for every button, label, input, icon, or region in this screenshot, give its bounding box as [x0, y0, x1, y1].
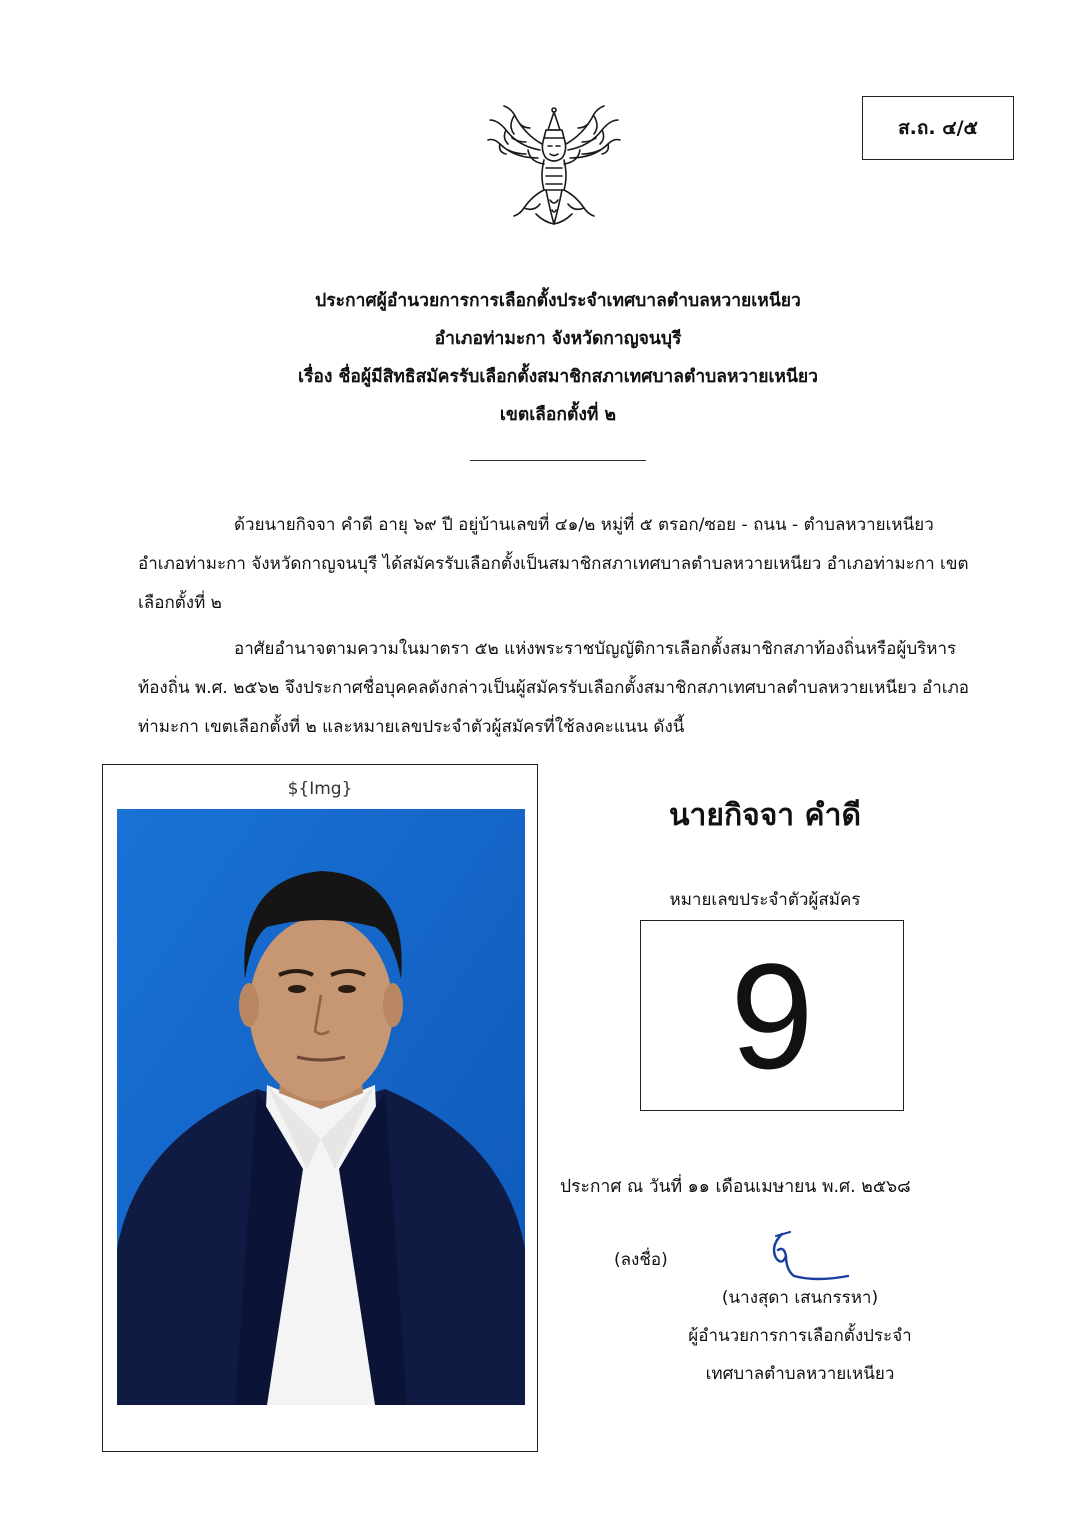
- title-line-4: เขตเลือกตั้งที่ ๒: [499, 405, 617, 425]
- candidate-number-label: หมายเลขประจำตัวผู้สมัคร: [669, 890, 861, 910]
- handwritten-signature: [756, 1226, 866, 1286]
- form-code-text: ส.ถ. ๔/๕: [898, 117, 978, 139]
- garuda-emblem-icon: [484, 100, 624, 230]
- candidate-number-box: [640, 920, 904, 1111]
- candidate-number: 9: [730, 931, 814, 1100]
- announcement-title: [138, 282, 978, 434]
- sign-label: (ลงชื่อ): [614, 1250, 668, 1270]
- body-paragraph-1-text: ด้วยนายกิจจา คำดี อายุ ๖๙ ปี อยู่บ้านเลขที่ ๔๑/๒ หมู่ที่ ๕ ตรอก/ซอย - ถนน - ตำบลหวายเหนียว อำเภอท่ามะกา จังหวัดกาญจนบุรี ได้สมัครรับเลือกตั้งเป็นสมาชิกสภาเทศบาลตำบลหวายเหนียว อำเภอท่ามะกา เขตเลือกตั้งที่ ๒: [138, 515, 969, 613]
- title-line-2: อำเภอท่ามะกา จังหวัดกาญจนบุรี: [434, 329, 682, 349]
- announcement-date: ประกาศ ณ วันที่ ๑๑ เดือนเมษายน พ.ศ. ๒๕๖๘: [560, 1177, 911, 1197]
- title-divider: [470, 460, 646, 461]
- body-paragraph-2-text: อาศัยอำนาจตามความในมาตรา ๕๒ แห่งพระราชบัญญัติการเลือกตั้งสมาชิกสภาท้องถิ่นหรือผู้บริหารท้องถิ่น พ.ศ. ๒๕๖๒ จึงประกาศชื่อบุคคลดังกล่าวเป็นผู้สมัครรับเลือกตั้งสมาชิกสภาเทศบาลตำบลหวายเหนียว อำเภอท่ามะกา เขตเลือกตั้งที่ ๒ และหมายเลขประจำตัวผู้สมัครที่ใช้ลงคะแนน ดังนี้: [138, 639, 969, 737]
- candidate-photo: [117, 809, 525, 1405]
- title-line-1: ประกาศผู้อำนวยการการเลือกตั้งประจำเทศบาลตำบลหวายเหนียว: [315, 291, 801, 311]
- signer-name: (นางสุดา เสนกรรหา): [721, 1288, 879, 1308]
- title-line-3: เรื่อง ชื่อผู้มีสิทธิสมัครรับเลือกตั้งสมาชิกสภาเทศบาลตำบลหวายเหนียว: [297, 367, 819, 387]
- body-paragraph-2: [138, 630, 980, 747]
- face: [249, 917, 393, 1101]
- form-code-box: [862, 96, 1014, 160]
- body-paragraph-1: [138, 506, 980, 623]
- image-placeholder-text: ${Img}: [287, 779, 353, 799]
- signer-title-line-2: เทศบาลตำบลหวายเหนียว: [705, 1364, 895, 1384]
- signer-title-line-1: ผู้อำนวยการการเลือกตั้งประจำ: [688, 1326, 912, 1346]
- candidate-photo-frame: [102, 764, 538, 1452]
- candidate-name: นายกิจจา คำดี: [669, 798, 861, 833]
